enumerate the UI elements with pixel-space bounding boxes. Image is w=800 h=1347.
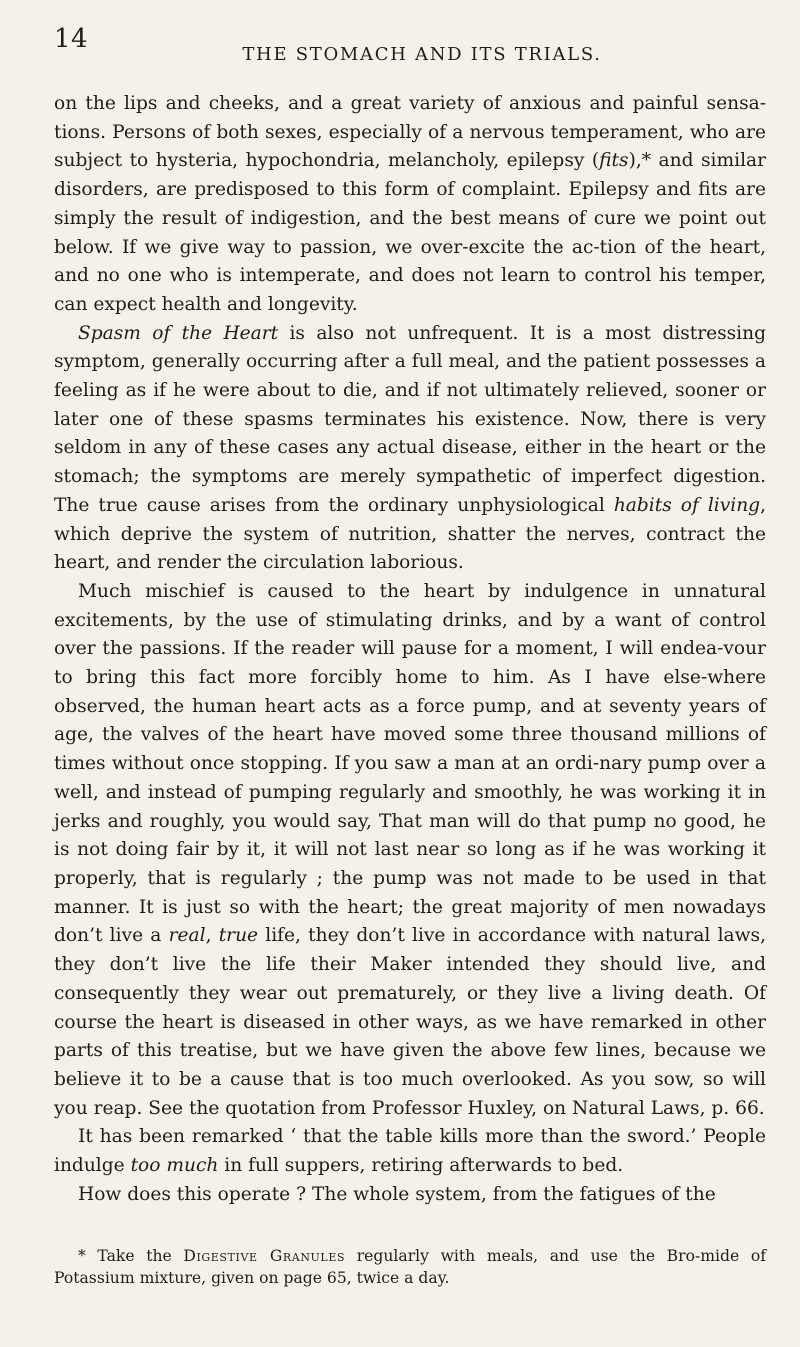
italic-text: Spasm of the Heart [78,322,279,344]
text-span: in full suppers, retiring afterwards to bed. [218,1155,624,1177]
page-header [54,0,766,74]
text-span: ),* and similar disorders, are predisposed to this form of complaint. Epilepsy and fits are simply the result of indigestion, and the best means of cure we point out below. If we give way to passion, we over-excite the ac-tion of the heart, and no one who is intemperate, and does not learn to control his temper, can expect health and longevity. [54,150,766,315]
main-text [54,90,766,1209]
italic-text: real [168,925,206,947]
footnote [54,1245,766,1289]
text-span: It has been remarked ‘ that the table kills more than the sword.’ People indulge [54,1126,766,1177]
italic-text: fits [599,150,629,172]
italic-text: true [218,925,259,947]
text-span: How does this operate ? The whole system, from the fatigues of the [78,1183,716,1205]
text-span: on the lips and cheeks, and a great variety of anxious and painful sensa-tions. Persons of both sexes, especially of a nervous temperament, who are subject to hysteria, hypochondria, melancholy, epilepsy ( [54,93,766,172]
text-span: , which deprive the system of nutrition, shatter the nerves, contract the heart, and render the circulation laborious. [54,494,766,574]
paragraph-continuation [54,90,766,320]
footnote-text: regularly with meals, and use the Bro-mide of Potassium mixture, given on page 65, twice a day. [54,1247,767,1287]
italic-text: habits of living [613,494,761,516]
text-span: is also not unfrequent. It is a most distressing symptom, generally occurring after a full meal, and the patient possesses a feeling as if he were about to die, and if not ultimately relieved, sooner or later one of these spasms terminates his existence. Now, there is very seldom in any of these cases any actual disease, either in the heart or the stomach; the symptoms are merely sympathetic of imperfect digestion. The true cause arises from the ordinary unphysiological [54,322,767,516]
text-span: Much mischief is caused to the heart by indulgence in unnatural excitements, by the use of stimulating drinks, and by a want of control over the passions. If the reader will pause for a moment, I will endea-vour to bring this fact more forcibly home to him. As I have else-where observed, the human heart acts as a force pump, and at seventy years of age, the valves of the heart have moved some three thousand millions of times without once stopping. If you saw a man at an ordi-nary pump over a well, and instead of pumping regularly and smoothly, he was working it in jerks and roughly, you would say, That man will do that pump no good, he is not doing fair by it, it will not last near so long as if he was working it properly, that is regularly ; the pump was not made to be used in that manner. It is just so with the heart; the great majority of men nowadays don’t live a [54,580,766,947]
paragraph-spasm-of-heart [54,320,766,578]
running-head: THE STOMACH AND ITS TRIALS. [242,44,602,65]
paragraph-table-kills [54,1123,766,1180]
paragraph-how-operate [54,1181,766,1210]
footnote-text: * Take the [78,1247,184,1265]
page-number: 14 [54,24,89,54]
text-span: , [205,925,219,947]
text-span: life, they don’t live in accordance with natural laws, they don’t live the life their Maker intended they should live, and consequently they wear out prematurely, or they live a living death. Of course the heart is diseased in other ways, as we have remarked in other parts of this treatise, but we have given the above few lines, because we believe it to be a cause that is too much overlooked. As you sow, so will you reap. See the quotation from Professor Huxley, on Natural Laws, p. 66. [54,925,766,1119]
footnote-smallcaps: Digestive Granules [183,1247,346,1265]
paragraph-heart-mischief [54,578,766,1123]
italic-text: too much [130,1155,219,1177]
